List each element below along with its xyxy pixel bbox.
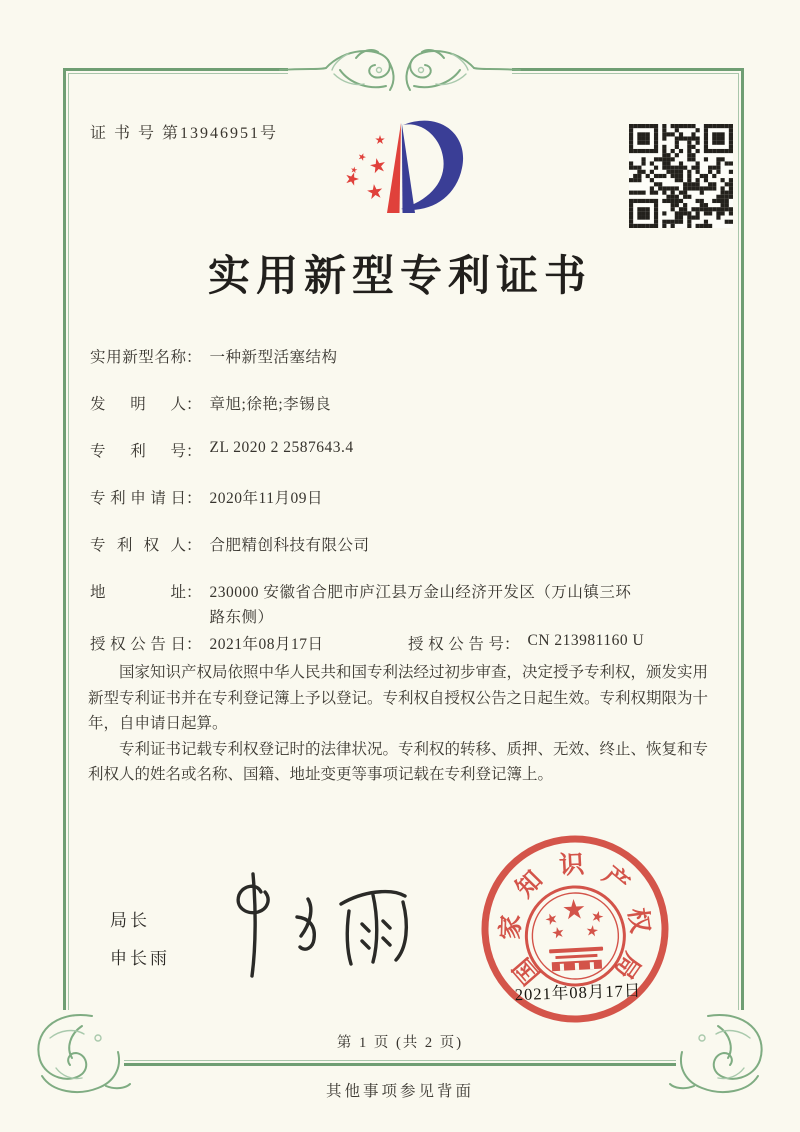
field-value: CN 213981160 U [527, 632, 645, 649]
field-value: ZL 2020 2 2587643.4 [209, 439, 354, 456]
field-colon: ： [186, 537, 202, 554]
field-colon: ： [186, 584, 202, 601]
commissioner-title-label: 局长 [110, 911, 150, 930]
certificate-number: 证 书 号 第13946951号 [90, 125, 279, 142]
field-colon: ： [186, 349, 202, 366]
field-label: 授权公告日 [90, 636, 186, 653]
commissioner-handwritten-signature [205, 862, 435, 987]
commissioner-name-label: 申长雨 [110, 949, 170, 968]
field-colon: ： [186, 636, 202, 653]
legal-paragraph-2: 专利证书记载专利权登记时的法律状况。专利权的转移、质押、无效、终止、恢复和专利权人的姓名或名称、国籍、地址变更等事项记载在专利登记簿上。 [88, 740, 709, 783]
field-value: 230000 安徽省合肥市庐江县万金山经济开发区（万山镇三环路东侧） [209, 584, 632, 626]
seal-ring-text: 国 家 知 识 产 权 局 [497, 851, 653, 989]
field-row-patentee [90, 533, 370, 555]
field-row-utility-model-name [90, 345, 338, 367]
field-label: 专利号 [90, 443, 186, 460]
field-value: 章旭;徐艳;李锡良 [209, 396, 332, 413]
field-label: 实用新型名称 [90, 349, 186, 366]
field-row-patent-number [90, 439, 354, 461]
field-colon: ： [186, 490, 202, 507]
field-colon: ： [186, 443, 202, 460]
qr-code [629, 124, 733, 228]
cnipa-logo-icon [333, 110, 473, 225]
field-label: 授权公告号 [408, 636, 504, 653]
back-side-note: 其他事项参见背面 [325, 1083, 474, 1100]
field-label: 发明人 [90, 396, 186, 413]
field-colon: ： [186, 396, 202, 413]
field-row-grant-date [90, 632, 324, 654]
field-label: 专利申请日 [90, 490, 186, 507]
field-row-inventors [90, 392, 331, 414]
legal-text-block [88, 660, 716, 788]
field-row-application-date [90, 486, 323, 508]
field-row-grant-number [408, 632, 644, 654]
top-flourish-ornament [278, 40, 522, 98]
field-colon: ： [504, 636, 520, 653]
page-number: 第 1 页 (共 2 页) [336, 1035, 464, 1051]
seal-date: 2021年08月17日 [514, 980, 642, 1005]
field-value: 一种新型活塞结构 [209, 349, 338, 366]
legal-paragraph-1: 国家知识产权局依照中华人民共和国专利法经过初步审查，决定授予专利权，颁发实用新型专利证书并在专利登记簿上予以登记。专利权自授权公告之日起生效。专利权期限为十年，自申请日起算。 [88, 664, 709, 732]
field-label: 专利权人 [90, 537, 186, 554]
field-label: 地址 [90, 584, 186, 601]
field-value: 2020年11月09日 [209, 490, 323, 507]
field-value: 2021年08月17日 [209, 636, 324, 653]
field-row-address [90, 580, 640, 630]
certificate-title: 实用新型专利证书 [207, 254, 592, 300]
field-value: 合肥精创科技有限公司 [209, 537, 370, 554]
